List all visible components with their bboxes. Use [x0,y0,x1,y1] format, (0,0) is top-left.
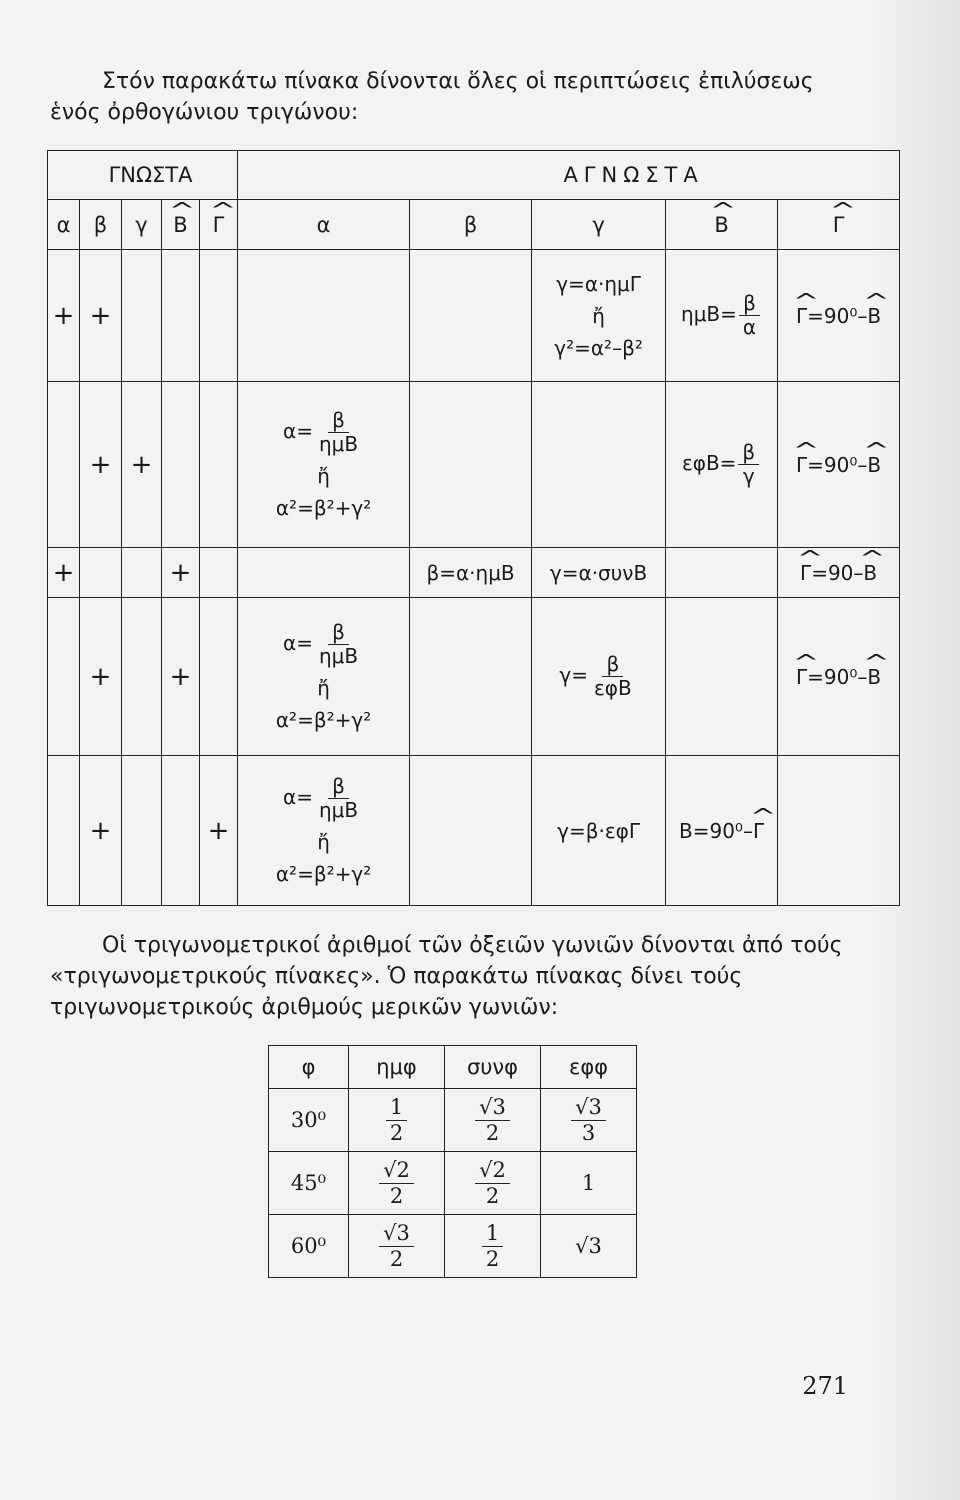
sin-cell: $\frac{√2}{2}$ [349,1152,445,1215]
cos-cell: $\frac{√2}{2}$ [445,1152,541,1215]
tan-cell: √3 [541,1215,637,1278]
table-row [269,1215,637,1278]
known-b-mark: + [80,250,122,382]
header-tan: εφφ [541,1046,637,1089]
known-col-B: ^ B [162,200,200,250]
G-formula: ^ Γ=90–^ B [778,548,900,598]
second-text: Οἱ τριγωνομετρικοί ἀριθμοί τῶν ὀξειῶν γωνιῶν δίνονται ἀπό τούς «τριγωνομετρικούς πίνακες». Ὁ παρακάτω πίνακας δίνει τούς τριγωνομετρικούς ἀριθμούς μερικῶν γωνιῶν: [50,933,843,1020]
gamma-formula: γ=β·εφΓ [532,756,666,906]
sin-cell: $\frac{√3}{2}$ [349,1215,445,1278]
angle-cell: 45⁰ [269,1152,349,1215]
trig-values-table [268,1045,637,1278]
known-a-mark: + [48,250,80,382]
G-formula: ^ Γ=90⁰–^ B [778,598,900,756]
gamma-formula: γ= $\frac{\beta}{\text{εφB}}$ [532,598,666,756]
tan-cell: 1 [541,1152,637,1215]
B-formula: B=90⁰–^ Γ [666,756,778,906]
cos-cell: $\frac{√3}{2}$ [445,1089,541,1152]
table-row [48,382,900,548]
unknown-col-G: ^ Γ [778,200,900,250]
known-b-mark: + [80,382,122,548]
beta-formula: β=α·ημB [410,548,532,598]
alpha-formula: α= $\frac{\beta}{\text{ημB}}$ ἤ α²=β²+γ² [238,598,410,756]
B-formula: ημB= $\frac{\beta}{\alpha}$ [666,250,778,382]
G-formula: ^ Γ=90⁰–^ B [778,382,900,548]
known-G-mark: + [200,756,238,906]
header-sin: ημφ [349,1046,445,1089]
header-cos: συνφ [445,1046,541,1089]
known-col-G: ^ Γ [200,200,238,250]
table-row [269,1089,637,1152]
known-col-c: γ [122,200,162,250]
gamma-formula: γ=α·ημΓ ἤ γ²=α²–β² [532,250,666,382]
known-col-a: α [48,200,80,250]
second-paragraph [50,930,870,1023]
unknown-header: ΑΓΝΩΣΤΑ [238,151,900,200]
page-number: 271 [802,1372,848,1400]
unknown-col-a: α [238,200,410,250]
known-c-mark: + [122,382,162,548]
known-b-mark: + [80,598,122,756]
known-B-mark: + [162,598,200,756]
table-row [48,598,900,756]
trig-header-row [269,1046,637,1089]
B-formula: εφB= $\frac{\beta}{\gamma}$ [666,382,778,548]
intro-text: Στόν παρακάτω πίνακα δίνονται ὅλες οἱ περιπτώσεις ἐπιλύσεως ἑνός ὀρθογώνιου τριγώνου: [50,69,814,125]
G-formula: ^ Γ=90⁰–^ B [778,250,900,382]
intro-paragraph [50,66,870,128]
table-row [48,756,900,906]
unknown-col-c: γ [532,200,666,250]
header-phi: φ [269,1046,349,1089]
known-header: ΓΝΩΣΤΑ [48,151,238,200]
unknown-col-B: ^ B [666,200,778,250]
alpha-formula: α= $\frac{\beta}{\text{ημB}}$ ἤ α²=β²+γ² [238,382,410,548]
column-header-row [48,200,900,250]
known-b-mark: + [80,756,122,906]
table-row [48,250,900,382]
angle-cell: 60⁰ [269,1215,349,1278]
solutions-table [47,150,900,906]
gamma-formula: γ=α·συνB [532,548,666,598]
known-B-mark: + [162,548,200,598]
table-row [269,1152,637,1215]
unknown-col-b: β [410,200,532,250]
cos-cell: $\frac{1}{2}$ [445,1215,541,1278]
alpha-formula: α= $\frac{\beta}{\text{ημB}}$ ἤ α²=β²+γ² [238,756,410,906]
sin-cell: $\frac{1}{2}$ [349,1089,445,1152]
known-a-mark: + [48,548,80,598]
angle-cell: 30⁰ [269,1089,349,1152]
table-row [48,548,900,598]
tan-cell: $\frac{√3}{3}$ [541,1089,637,1152]
known-col-b: β [80,200,122,250]
